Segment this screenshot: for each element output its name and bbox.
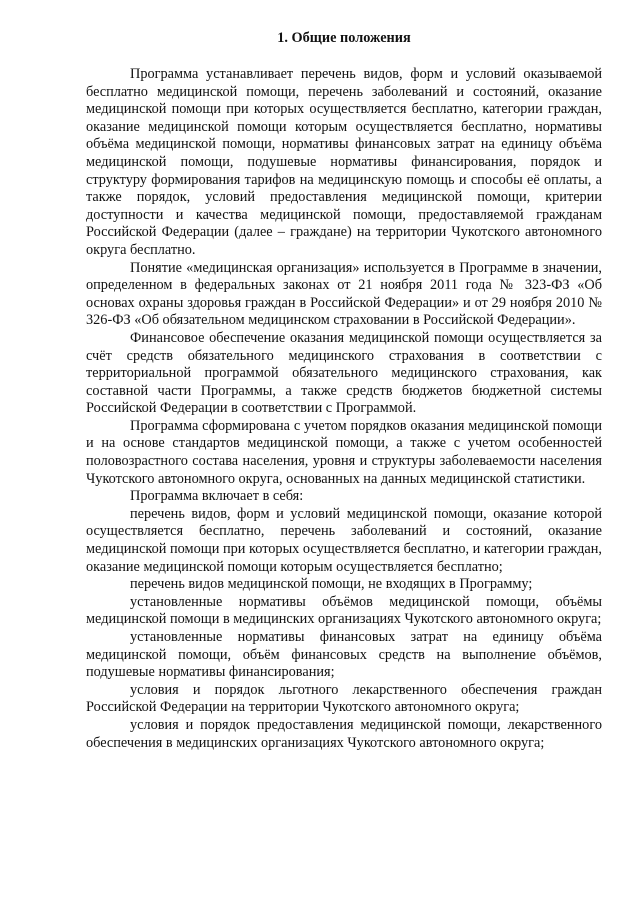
list-item-preferential-drug-supply: условия и порядок льготного лекарственного обеспечения граждан Российской Федерации на территории Чукотского автономного округа; [86,681,602,716]
list-item-types-forms-conditions: перечень видов, форм и условий медицинской помощи, оказание которой осуществляется бесплатно, перечень заболеваний и состояний, оказание медицинской помощи при которых осуществляется бесплатно, и категории граждан, оказание медицинской помощи которым осуществляется бесплатно; [86,505,602,575]
paragraph-program-scope: Программа устанавливает перечень видов, форм и условий оказываемой бесплатно медицинской помощи, перечень заболеваний и состояний, оказание медицинской помощи при которых осуществляется бесплатно, категории граждан, оказание медицинской помощи которым осуществляется бесплатно, нормативы объёма медицинской помощи, нормативы финансовых затрат на единицу объёма медицинской помощи, подушевые нормативы финансирования, порядок и структуру формирования тарифов на медицинскую помощь и способы её оплаты, а также порядок, условий предоставления медицинской помощи, критерии доступности и качества медицинской помощи, предоставляемой гражданам Российской Федерации (далее – граждане) на территории Чукотского автономного округа бесплатно. [86,66,602,258]
paragraph-program-formation: Программа сформирована с учетом порядков оказания медицинской помощи и на основе стандартов медицинской помощи, а также с учетом особенностей половозрастного состава населения, уровня и структуры заболеваемости населения Чукотского автономного округа, основанных на данных медицинской статистики. [86,417,602,487]
document-page [86,30,602,752]
list-item-financial-norms: установленные нормативы финансовых затрат на единицу объёма медицинской помощи, объём финансовых средств на выполнение объёмов, подушевые нормативы финансирования; [86,629,602,681]
section-heading: 1. Общие положения [277,30,411,46]
list-item-excluded-types: перечень видов медицинской помощи, не входящих в Программу; [130,576,533,593]
paragraph-program-includes: Программа включает в себя: [130,488,304,505]
list-item-provision-conditions: условия и порядок предоставления медицинской помощи, лекарственного обеспечения в медицинских организациях Чукотского автономного округа; [86,716,602,751]
paragraph-financing: Финансовое обеспечение оказания медицинской помощи осуществляется за счёт средств обязательного медицинского страхования в соответствии с территориальной программой обязательного медицинского страхования, как составной части Программы, а также средств бюджетов бюджетной системы Российской Федерации в соответствии с Программой. [86,329,602,417]
paragraph-medical-organization-definition: Понятие «медицинская организация» используется в Программе в значении, определенном в федеральных законах от 21 ноября 2011 года № 323-ФЗ «Об основах охраны здоровья граждан в Российской Федерации» и от 29 ноября 2010 № 326-ФЗ «Об обязательном медицинском страховании в Российской Федерации». [86,259,602,329]
list-item-volume-norms: установленные нормативы объёмов медицинской помощи, объёмы медицинской помощи в медицинских организациях Чукотского автономного округа; [86,593,602,628]
